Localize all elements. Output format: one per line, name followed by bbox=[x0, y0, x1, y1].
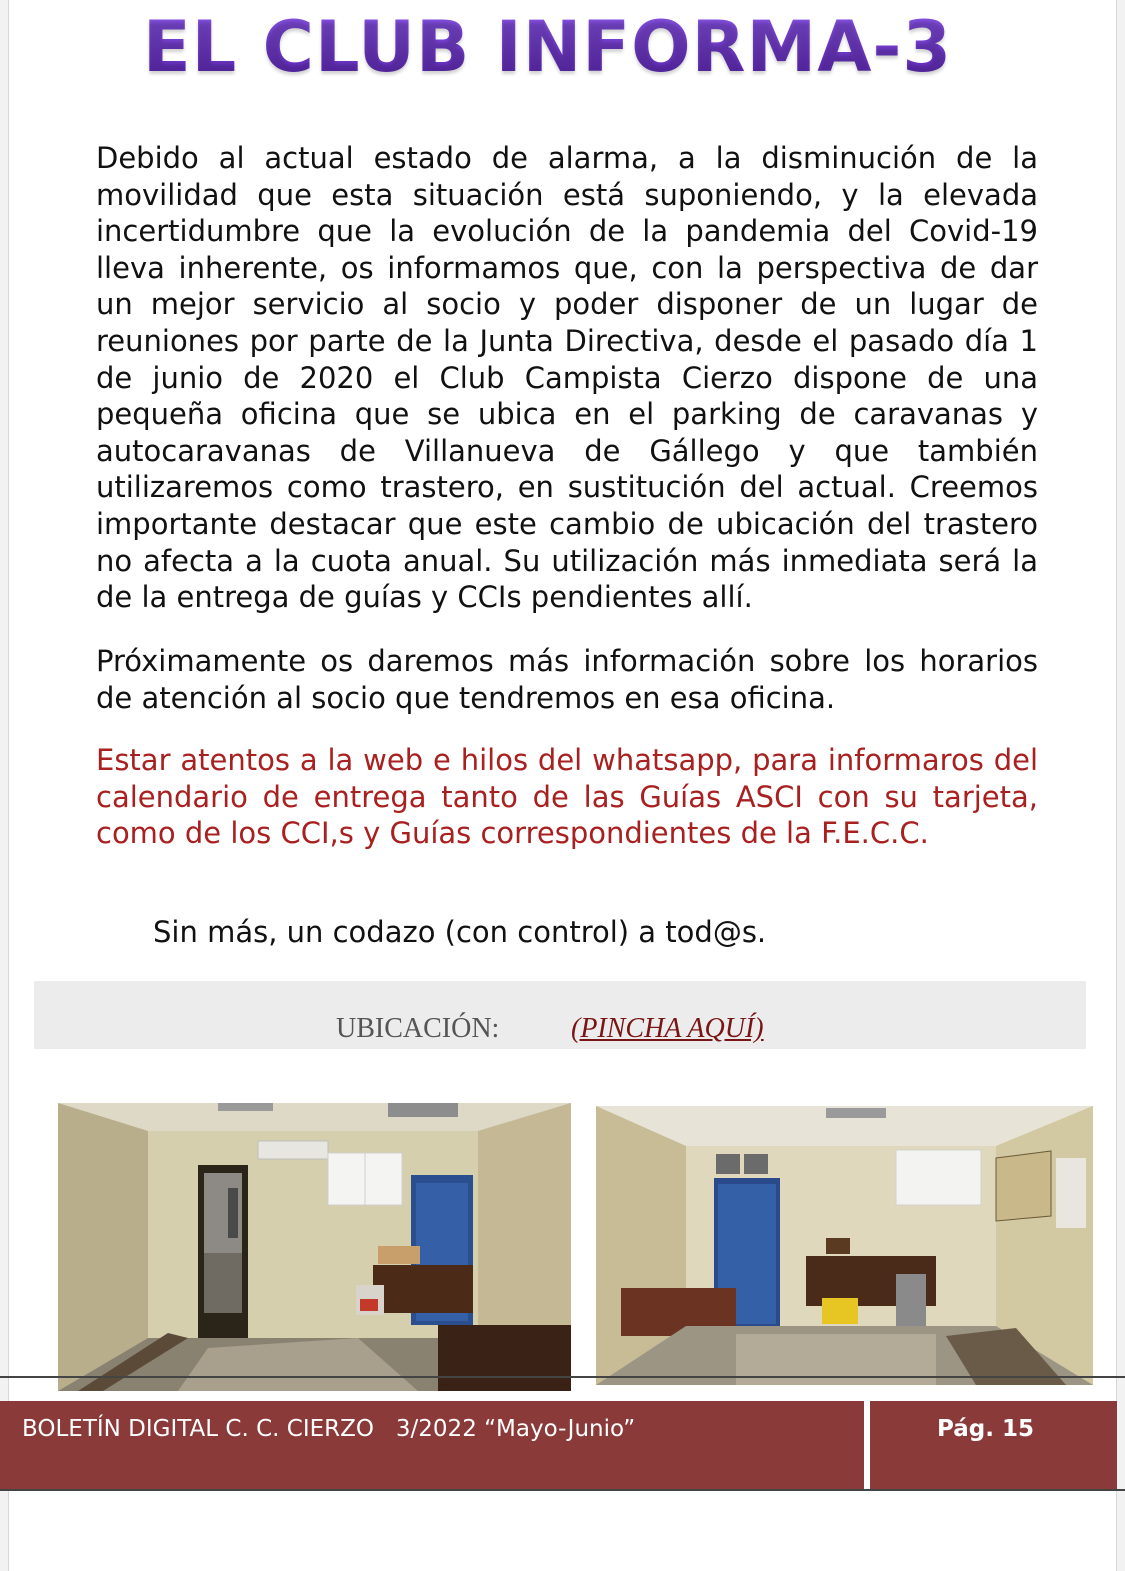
footer-publication: BOLETÍN DIGITAL C. C. CIERZO 3/2022 “Mayo-Junio” bbox=[22, 1416, 636, 1442]
office-photo-desk bbox=[596, 1106, 1093, 1385]
page-number: Pág. 15 bbox=[937, 1416, 1034, 1442]
body-paragraph: Próximamente os daremos más información sobre los horarios de atención al socio que tendremos en esa oficina. bbox=[96, 644, 1038, 715]
page-edge-right bbox=[1116, 0, 1125, 1571]
body-paragraph: Debido al actual estado de alarma, a la disminución de la movilidad que esta situación está suponiendo, y la elevada incertidumbre que la evolución de la pandemia del Covid-19 lleva inherente, os informamos que, con la perspectiva de dar un mejor servicio al socio y poder disponer de un lugar de reuniones por parte de la Junta Directiva, desde el pasado día 1 de junio de 2020 el Club Campista Cierzo dispone de una pequeña oficina que se ubica en el parking de caravanas y autocaravanas de Villanueva de Gállego y que también utilizaremos como trastero, en sustitución del actual. Creemos importante destacar que este cambio de ubicación del trastero no afecta a la cuota anual. Su utilización más inmediata será la de la entrega de guías y CCIs pendientes allí. bbox=[96, 141, 1038, 615]
footer-divider bbox=[864, 1401, 870, 1489]
closing-line: Sin más, un codazo (con control) a tod@s. bbox=[153, 915, 767, 949]
location-label: UBICACIÓN: bbox=[336, 1013, 500, 1044]
location-link[interactable]: (PINCHA AQUÍ) bbox=[571, 1013, 764, 1044]
office-photo-door bbox=[58, 1103, 571, 1391]
footer-rule-top bbox=[0, 1376, 1125, 1378]
page-title: EL CLUB INFORMA-3 bbox=[0, 6, 1095, 88]
footer-bar bbox=[0, 1401, 1117, 1489]
footer-rule-bottom bbox=[0, 1489, 1125, 1491]
page-edge-left bbox=[0, 0, 9, 1571]
location-band bbox=[34, 981, 1086, 1049]
highlight-paragraph: Estar atentos a la web e hilos del whatsapp, para informaros del calendario de entrega tanto de las Guías ASCI con su tarjeta, como de los CCI,s y Guías correspondientes de la F.E.C.C. bbox=[96, 743, 1038, 851]
